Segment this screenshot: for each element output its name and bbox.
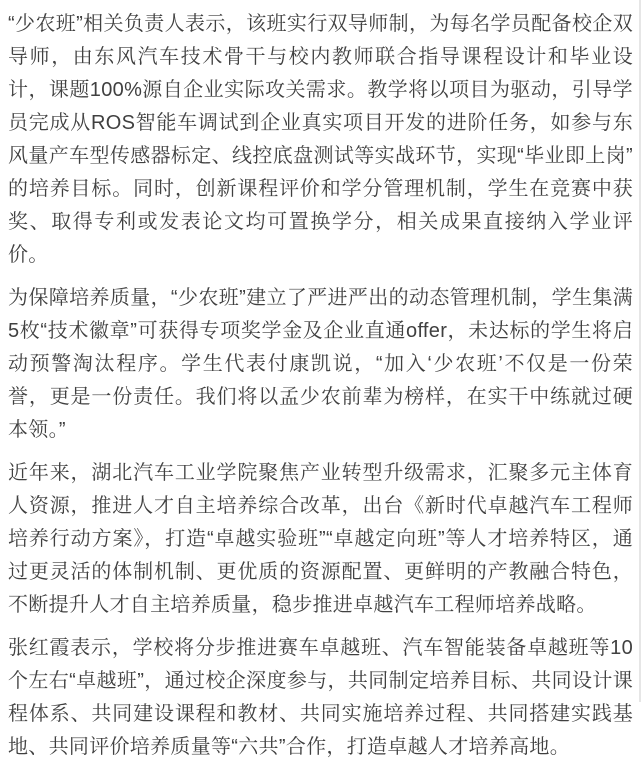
paragraph-future-plan: 张红霞表示，学校将分步推进赛车卓越班、汽车智能装备卓越班等10个左右“卓越班”，通过校企深度参与，共同制定培养目标、共同设计课程体系、共同建设课程和教材、共同实施培养过程、共同搭建实践基地、共同评价培养质量等“六共”合作，打造卓越人才培养高地。 [8, 637, 633, 758]
paragraph-school-reform: 近年来，湖北汽车工业学院聚焦产业转型升级需求，汇聚多元主体育人资源，推进人才自主培养综合改革，出台《新时代卓越汽车工程师培养行动方案》，打造“卓越实验班”“卓越定向班”等人才培养特区，通过更灵活的体制机制、更优质的资源配置、更鲜明的产教融合特色，不断提升人才自主培养质量，稳步推进卓越汽车工程师培养战略。 [8, 462, 633, 616]
paragraph-quality-management: 为保障培养质量，“少农班”建立了严进严出的动态管理机制，学生集满5枚“技术徽章”可获得专项奖学金及企业直通offer，未达标的学生将启动预警淘汰程序。学生代表付康凯说，“加入‘少农班’不仅是一份荣誉，更是一份责任。我们将以孟少农前辈为榜样，在实干中练就过硬本领。” [8, 287, 633, 441]
paragraph-dual-mentor: “少农班”相关负责人表示，该班实行双导师制，为每名学员配备校企双导师，由东风汽车技术骨干与校内教师联合指导课程设计和毕业设计，课题100%源自企业实际攻关需求。教学将以项目为驱动，引导学员完成从ROS智能车调试到企业真实项目开发的进阶任务，如参与东风量产车型传感器标定、线控底盘测试等实战环节，实现“毕业即上岗”的培养目标。同时，创新课程评价和学分管理机制，学生在竞赛中获奖、取得专利或发表论文均可置换学分，相关成果直接纳入学业评价。 [8, 13, 633, 266]
